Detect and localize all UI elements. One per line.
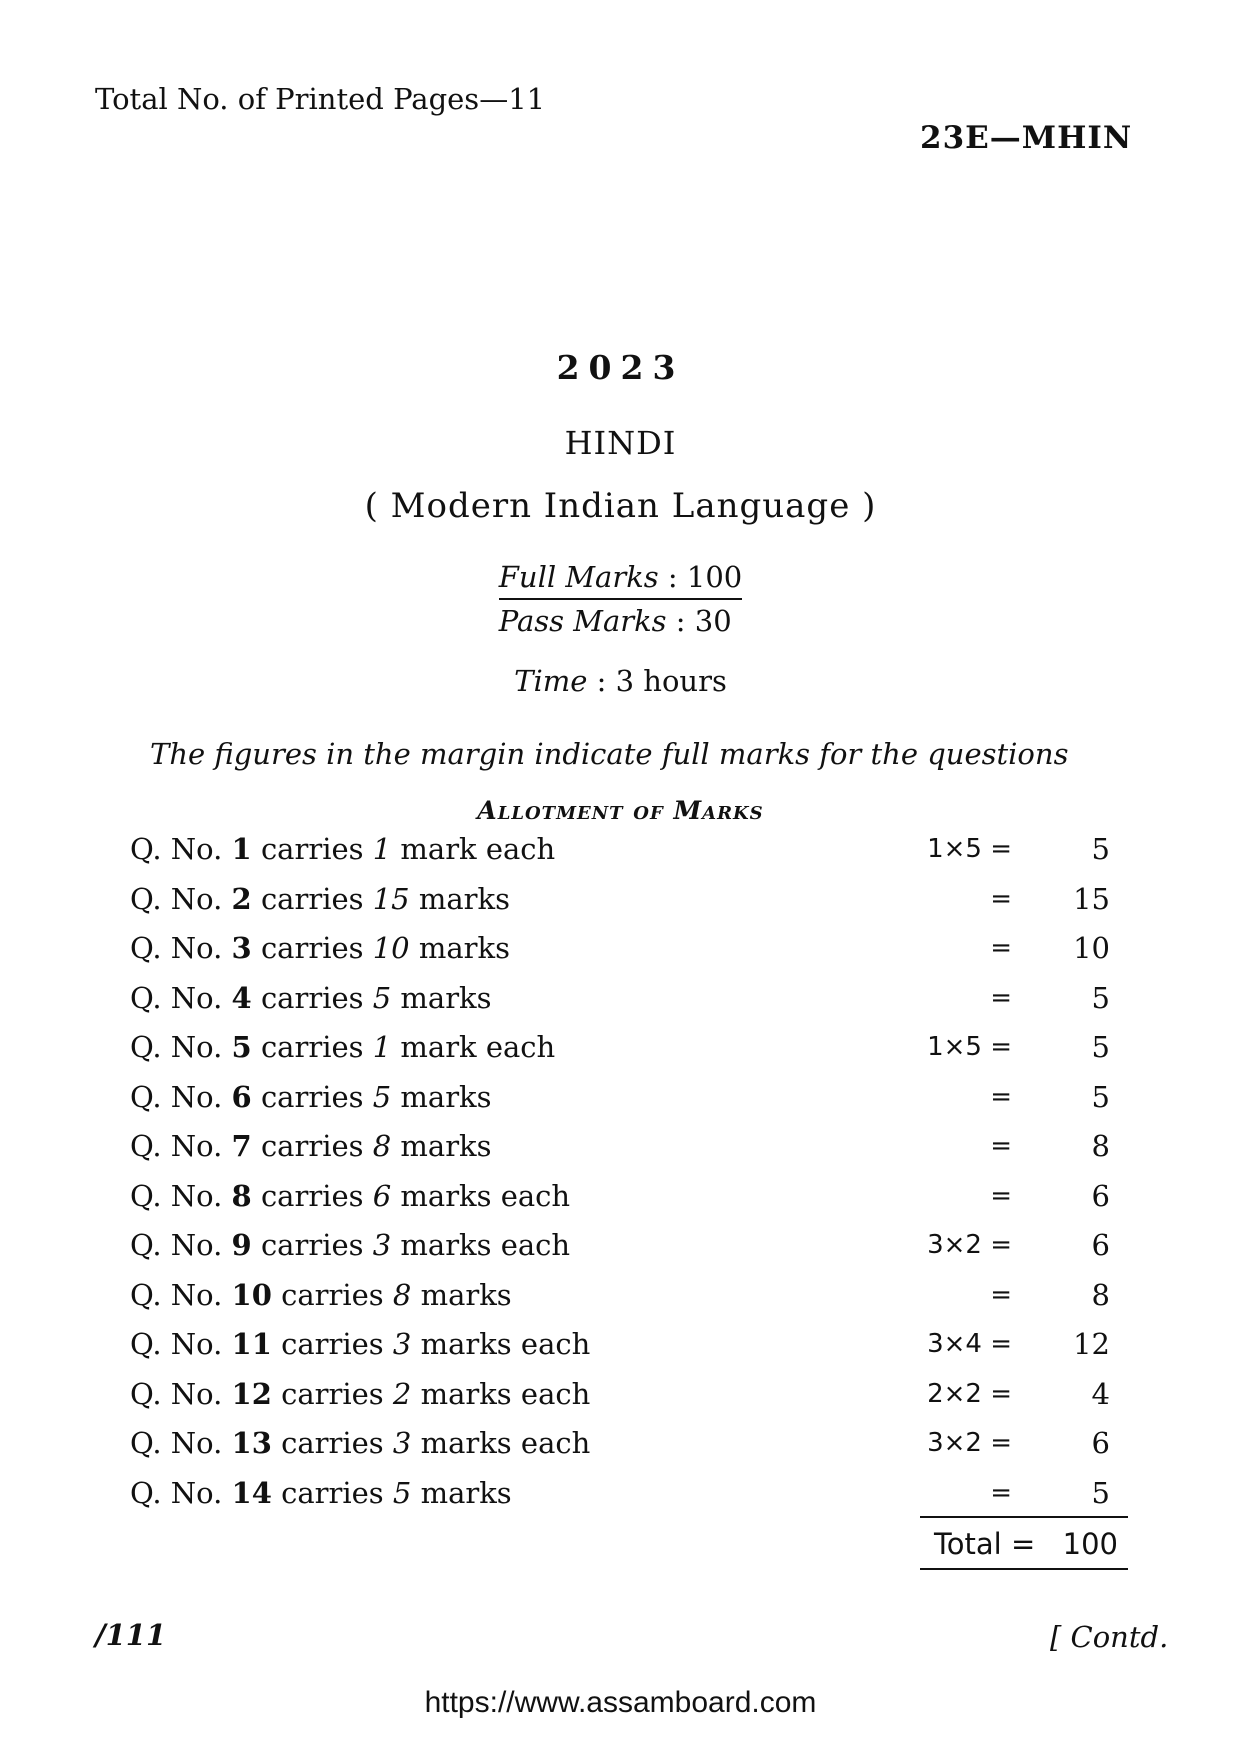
marks-amount: 8 xyxy=(372,1129,392,1163)
marks-unit: marks xyxy=(420,1475,512,1510)
allotment-table xyxy=(130,832,1130,1525)
question-label xyxy=(130,931,510,965)
marks-amount: 2 xyxy=(392,1376,412,1411)
marks-unit: marks xyxy=(418,881,510,916)
marks-amount: 5 xyxy=(372,1079,392,1114)
website-url: https://www.assamboard.com xyxy=(424,1686,817,1719)
question-prefix: Q. No. xyxy=(130,1426,223,1460)
printed-pages-count: Total No. of Printed Pages—11 xyxy=(95,82,546,116)
multiplier: = xyxy=(990,982,1012,1013)
question-label xyxy=(130,1426,590,1460)
question-number: 12 xyxy=(231,1376,272,1411)
table-row xyxy=(130,1377,1130,1427)
full-marks xyxy=(499,560,742,600)
table-row xyxy=(130,1080,1130,1130)
question-number: 14 xyxy=(231,1475,272,1510)
question-label xyxy=(130,1377,590,1411)
question-prefix: Q. No. xyxy=(130,1030,223,1064)
multiplier: 2×2 = xyxy=(927,1378,1012,1409)
subject-title: HINDI xyxy=(564,424,677,462)
table-row xyxy=(130,1129,1130,1179)
question-label xyxy=(130,1476,512,1510)
question-label xyxy=(130,1030,555,1064)
row-total: 6 xyxy=(1091,1426,1110,1460)
table-row xyxy=(130,1228,1130,1278)
marks-unit: marks each xyxy=(420,1376,591,1411)
question-number: 4 xyxy=(231,980,252,1015)
marks-unit: marks xyxy=(420,1277,512,1312)
marks-amount: 3 xyxy=(392,1327,412,1361)
question-prefix: Q. No. xyxy=(130,1376,223,1411)
marks-unit: marks xyxy=(400,1079,492,1114)
question-number: 10 xyxy=(231,1277,272,1312)
marks-amount: 1 xyxy=(372,832,392,866)
marks-unit: marks each xyxy=(400,1178,571,1213)
question-number: 3 xyxy=(231,931,252,965)
pass-marks xyxy=(499,600,742,638)
question-prefix: Q. No. xyxy=(130,1277,223,1312)
total-label: Total = xyxy=(934,1527,1036,1561)
subject-subtitle: ( Modern Indian Language ) xyxy=(364,486,877,526)
table-row xyxy=(130,832,1130,882)
multiplier: 1×5 = xyxy=(927,834,1012,864)
row-total: 8 xyxy=(1091,1277,1110,1312)
full-marks-label: Full Marks xyxy=(498,560,659,594)
marks-amount: 5 xyxy=(392,1475,412,1510)
table-row xyxy=(130,882,1130,932)
continued-note: [ Contd. xyxy=(1050,1620,1169,1654)
row-total: 12 xyxy=(1073,1327,1110,1361)
question-prefix: Q. No. xyxy=(130,1079,223,1114)
marks-unit: marks xyxy=(418,931,510,965)
multiplier: = xyxy=(990,1081,1012,1112)
instruction-text: The figures in the margin indicate full marks for the questions xyxy=(150,737,1069,771)
pass-marks-label: Pass Marks xyxy=(498,604,667,638)
multiplier: 3×2 = xyxy=(927,1428,1012,1458)
carries-text: carries xyxy=(260,1129,364,1163)
question-prefix: Q. No. xyxy=(130,881,223,916)
table-row xyxy=(130,1030,1130,1080)
carries-text: carries xyxy=(260,980,364,1015)
multiplier: = xyxy=(990,933,1012,963)
question-label xyxy=(130,1278,512,1312)
marks-amount: 1 xyxy=(372,1030,392,1064)
row-total: 5 xyxy=(1091,1030,1110,1064)
question-number: 7 xyxy=(231,1129,252,1163)
question-label xyxy=(130,1228,570,1262)
marks-amount: 3 xyxy=(392,1426,412,1460)
marks-summary xyxy=(0,560,1241,638)
row-total: 4 xyxy=(1091,1376,1110,1411)
marks-unit: marks each xyxy=(400,1228,571,1262)
multiplier: = xyxy=(990,1477,1012,1508)
table-row xyxy=(130,1278,1130,1328)
question-number: 8 xyxy=(231,1178,252,1213)
question-prefix: Q. No. xyxy=(130,931,223,965)
row-total: 5 xyxy=(1091,1475,1110,1510)
time-label: Time xyxy=(514,664,588,698)
carries-text: carries xyxy=(281,1327,384,1361)
question-prefix: Q. No. xyxy=(130,1475,223,1510)
question-label xyxy=(130,1327,590,1361)
carries-text: carries xyxy=(281,1475,384,1510)
marks-amount: 5 xyxy=(372,980,392,1015)
full-marks-value: : 100 xyxy=(667,560,743,594)
row-total: 5 xyxy=(1091,980,1110,1015)
multiplier: = xyxy=(990,883,1012,914)
paper-code: 23E—MHIN xyxy=(920,120,1133,156)
total-value: 100 xyxy=(1062,1527,1118,1561)
multiplier: 3×4 = xyxy=(927,1329,1012,1359)
carries-text: carries xyxy=(260,832,364,866)
carries-text: carries xyxy=(281,1277,384,1312)
marks-unit: marks each xyxy=(420,1327,591,1361)
pass-marks-value: : 30 xyxy=(675,604,732,638)
question-prefix: Q. No. xyxy=(130,832,223,866)
carries-text: carries xyxy=(260,1178,364,1213)
carries-text: carries xyxy=(281,1376,384,1411)
row-total: 6 xyxy=(1091,1178,1110,1213)
table-row xyxy=(130,981,1130,1031)
question-label xyxy=(130,832,555,866)
question-number: 6 xyxy=(231,1079,252,1114)
marks-amount: 15 xyxy=(372,881,410,916)
marks-unit: marks xyxy=(400,980,492,1015)
marks-amount: 6 xyxy=(372,1178,392,1213)
multiplier: = xyxy=(990,1131,1012,1161)
table-row xyxy=(130,1179,1130,1229)
question-number: 11 xyxy=(231,1327,272,1361)
carries-text: carries xyxy=(281,1426,384,1460)
question-label xyxy=(130,981,492,1015)
marks-unit: marks xyxy=(400,1129,492,1163)
question-number: 13 xyxy=(231,1426,272,1460)
row-total: 6 xyxy=(1091,1228,1110,1262)
question-label xyxy=(130,882,510,916)
carries-text: carries xyxy=(260,931,364,965)
question-number: 1 xyxy=(231,832,252,866)
multiplier: = xyxy=(990,1180,1012,1211)
marks-unit: mark each xyxy=(400,832,556,866)
row-total: 15 xyxy=(1073,881,1110,916)
question-prefix: Q. No. xyxy=(130,1327,223,1361)
question-number: 5 xyxy=(231,1030,252,1064)
row-total: 10 xyxy=(1073,931,1110,965)
row-total: 5 xyxy=(1091,832,1110,866)
table-row xyxy=(130,1426,1130,1476)
carries-text: carries xyxy=(260,1079,364,1114)
time-value: : 3 hours xyxy=(596,664,727,698)
marks-unit: marks each xyxy=(420,1426,591,1460)
question-label xyxy=(130,1129,492,1163)
question-prefix: Q. No. xyxy=(130,980,223,1015)
question-prefix: Q. No. xyxy=(130,1129,223,1163)
total-row xyxy=(920,1516,1128,1570)
carries-text: carries xyxy=(260,881,364,916)
marks-amount: 10 xyxy=(372,931,410,965)
question-number: 9 xyxy=(231,1228,252,1262)
exam-year: 2023 xyxy=(556,348,685,387)
question-prefix: Q. No. xyxy=(130,1228,223,1262)
allotment-heading: Allotment of Marks xyxy=(477,796,764,825)
marks-amount: 8 xyxy=(392,1277,412,1312)
table-row xyxy=(130,1327,1130,1377)
multiplier: 1×5 = xyxy=(927,1032,1012,1062)
table-row xyxy=(130,931,1130,981)
multiplier: 3×2 = xyxy=(927,1230,1012,1260)
question-label xyxy=(130,1080,492,1114)
carries-text: carries xyxy=(260,1228,364,1262)
footer-code: /111 xyxy=(95,1618,167,1652)
question-number: 2 xyxy=(231,881,252,916)
multiplier: = xyxy=(990,1279,1012,1310)
question-prefix: Q. No. xyxy=(130,1178,223,1213)
question-label xyxy=(130,1179,570,1213)
row-total: 5 xyxy=(1091,1079,1110,1114)
marks-amount: 3 xyxy=(372,1228,392,1262)
marks-unit: mark each xyxy=(400,1030,556,1064)
exam-time xyxy=(0,664,1241,698)
carries-text: carries xyxy=(260,1030,364,1064)
row-total: 8 xyxy=(1091,1129,1110,1163)
